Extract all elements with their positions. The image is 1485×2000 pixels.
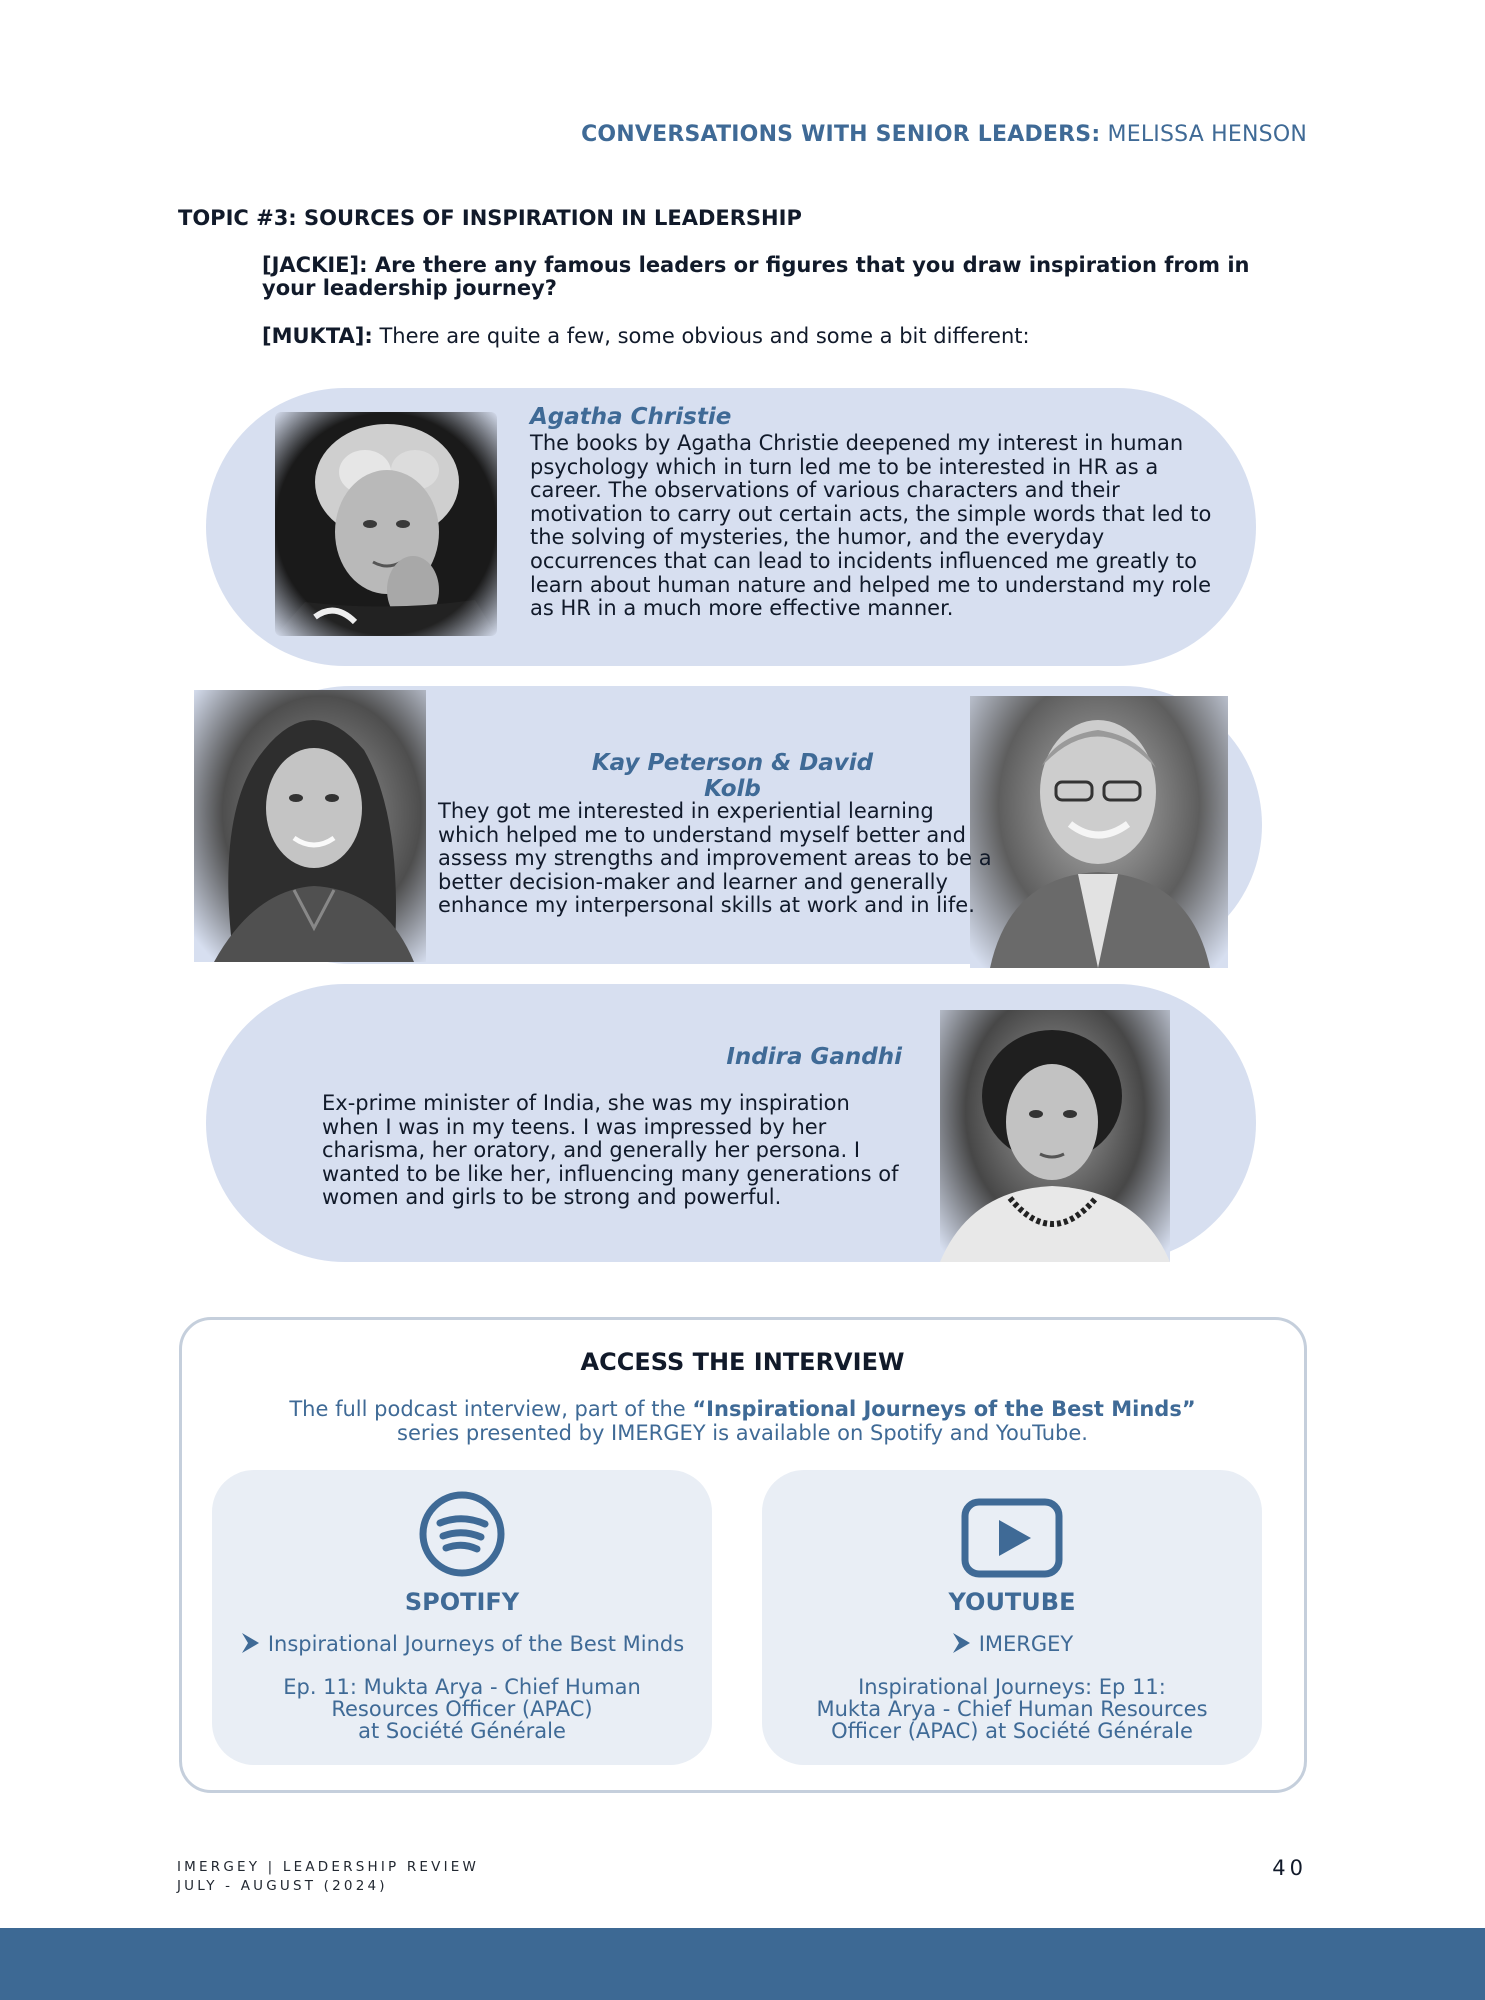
topic-heading: TOPIC #3: SOURCES OF INSPIRATION IN LEADERSHIP [178, 206, 802, 230]
youtube-episode-line-1: Inspirational Journeys: Ep 11: [858, 1675, 1166, 1699]
section-header-person: MELISSA HENSON [1107, 122, 1307, 147]
spotify-episode-line-2: Resources Officer (APAC) [331, 1697, 593, 1721]
answer-speaker: [MUKTA]: [262, 324, 373, 348]
inspiration-name-kolb: Kay Peterson & David Kolb [591, 750, 874, 802]
chevron-right-icon [951, 1632, 971, 1654]
inspiration-name-indira: Indira Gandhi [726, 1044, 902, 1070]
interview-answer [262, 324, 1030, 348]
publication-footer [177, 1858, 479, 1896]
access-desc-series: “Inspirational Journeys of the Best Minds” [692, 1397, 1196, 1421]
indira-gandhi-photo [940, 1010, 1170, 1262]
youtube-episode-line-2: Mukta Arya - Chief Human Resources [816, 1697, 1208, 1721]
footer-issue-date: JULY - AUGUST (2024) [177, 1878, 388, 1894]
chevron-right-icon [240, 1632, 260, 1654]
youtube-episode-line-3: Officer (APAC) at Société Générale [831, 1719, 1193, 1743]
youtube-title: YOUTUBE [948, 1588, 1076, 1616]
access-desc-before: The full podcast interview, part of the [289, 1397, 686, 1421]
spotify-icon[interactable] [418, 1490, 506, 1578]
inspiration-text-indira: Ex-prime minister of India, she was my inspiration when I was in my teens. I was impressed by her charisma, her oratory, and generally her persona. I wanted to be like her, influencing many generations of women and girls to be strong and powerful. [322, 1091, 899, 1210]
inspiration-name-agatha: Agatha Christie [530, 404, 732, 430]
interview-question: [JACKIE]: Are there any famous leaders or figures that you draw inspiration from in your leadership journey? [262, 253, 1250, 300]
access-desc-after: series presented by IMERGEY is available on Spotify and YouTube. [397, 1420, 1088, 1445]
section-header-label: CONVERSATIONS WITH SENIOR LEADERS: [581, 122, 1101, 147]
agatha-christie-photo [275, 412, 497, 636]
spotify-title: SPOTIFY [404, 1588, 520, 1616]
spotify-episode-line-3: at Société Générale [358, 1719, 566, 1743]
youtube-link-label[interactable]: IMERGEY [978, 1632, 1074, 1656]
david-kolb-photo [970, 696, 1228, 968]
access-interview-title: ACCESS THE INTERVIEW [580, 1348, 905, 1376]
page-number: 40 [1272, 1856, 1307, 1880]
kay-peterson-photo [194, 690, 426, 962]
footer-bar [0, 1928, 1485, 2000]
footer-publication: IMERGEY | LEADERSHIP REVIEW [177, 1859, 480, 1875]
inspiration-text-agatha: The books by Agatha Christie deepened my interest in human psychology which in turn led me to be interested in HR as a career. The observations of various characters and their motivation to carry out certain acts, the simple words that led to the solving of mysteries, the humor, and the everyday occurrences that can lead to incidents influenced me greatly to learn about human nature and helped me to understand my role as HR in a much more effective manner. [530, 431, 1212, 621]
youtube-link[interactable] [762, 1632, 1262, 1656]
youtube-icon[interactable] [961, 1498, 1063, 1578]
youtube-episode [762, 1676, 1262, 1742]
spotify-link[interactable] [212, 1632, 712, 1656]
spotify-episode [212, 1676, 712, 1742]
section-header [581, 122, 1307, 147]
access-interview-description [0, 1398, 1485, 1445]
answer-text: There are quite a few, some obvious and some a bit different: [379, 324, 1030, 348]
spotify-link-label[interactable]: Inspirational Journeys of the Best Minds [267, 1632, 685, 1656]
spotify-episode-line-1: Ep. 11: Mukta Arya - Chief Human [283, 1675, 641, 1699]
inspiration-text-kolb: They got me interested in experiential learning which helped me to understand myself better and assess my strengths and improvement areas to be a better decision-maker and learner and generally enhance my interpersonal skills at work and in life. [438, 799, 992, 918]
